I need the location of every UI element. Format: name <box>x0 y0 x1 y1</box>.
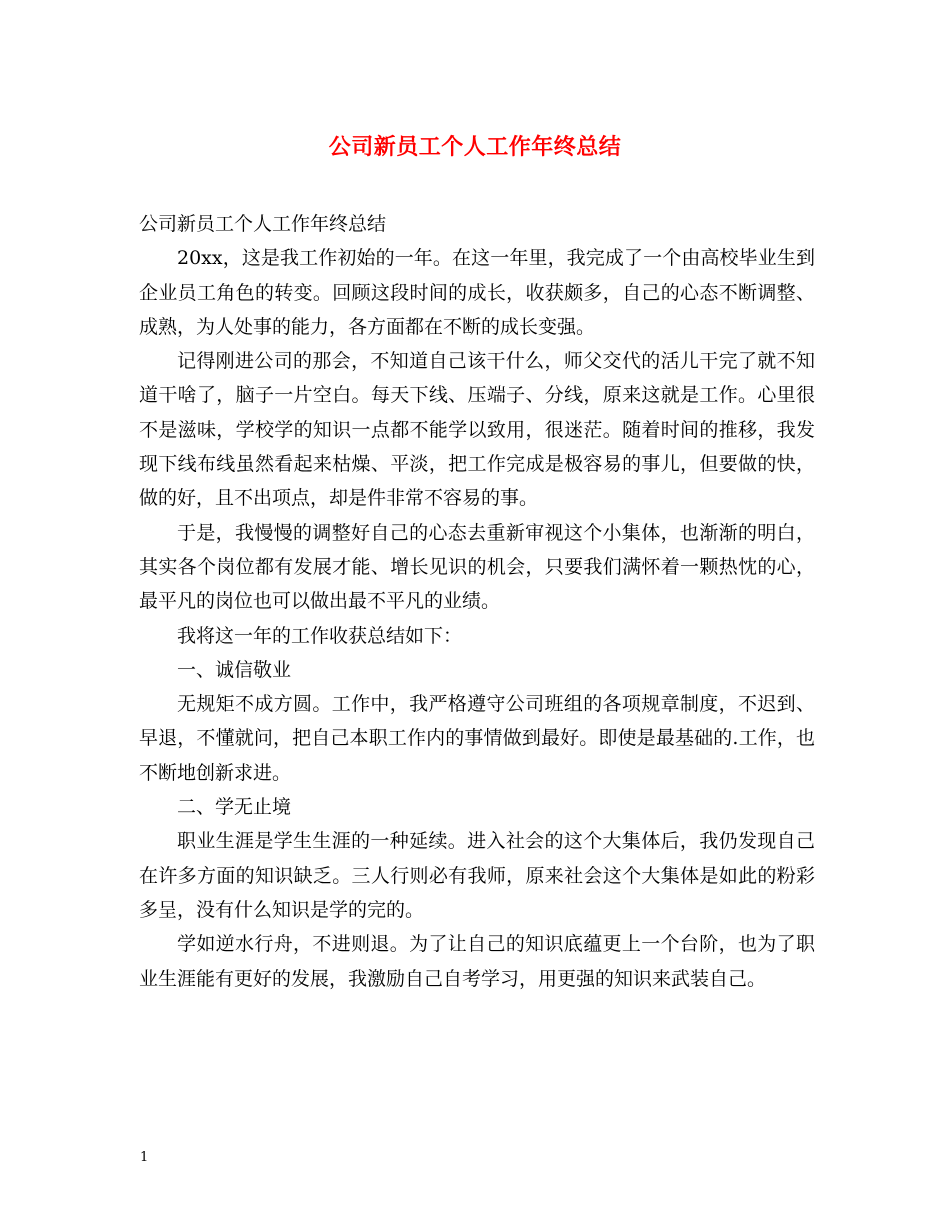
document-title: 公司新员工个人工作年终总结 <box>328 134 622 160</box>
section-heading: 一、诚信敬业 <box>177 658 292 681</box>
body-paragraph: 记得刚进公司的那会，不知道自己该干什么，师父交代的活儿干完了就不知道干啥了，脑子一片空白。每天下线、压端子、分线，原来这就是工作。心里很不是滋味，学校学的知识一点都不能学以致用，很迷茫。随着时间的推移，我发现下线布线虽然看起来枯燥、平淡，把工作完成是极容易的事儿，但要做的快，做的好，且不出项点，却是件非常不容易的事。 <box>139 350 815 510</box>
body-paragraph: 于是，我慢慢的调整好自己的心态去重新审视这个小集体，也渐渐的明白，其实各个岗位都有发展才能、增长见识的机会，只要我们满怀着一颗热忱的心，最平凡的岗位也可以做出最不平凡的业绩。 <box>139 521 815 613</box>
body-paragraph: 我将这一年的工作收获总结如下： <box>177 624 463 647</box>
body-paragraph: 职业生涯是学生生涯的一种延续。进入社会的这个大集体后，我仍发现自己在许多方面的知识缺乏。三人行则必有我师，原来社会这个大集体是如此的粉彩多呈，没有什么知识是学的完的。 <box>139 830 815 921</box>
section-heading: 二、学无止境 <box>177 796 292 819</box>
document-body <box>139 207 815 996</box>
body-paragraph: 公司新员工个人工作年终总结 <box>139 213 387 235</box>
body-paragraph: 无规矩不成方圆。工作中，我严格遵守公司班组的各项规章制度，不迟到、早退，不懂就问，把自己本职工作内的事情做到最好。即使是最基础的.工作，也不断地创新求进。 <box>139 693 815 784</box>
page-number: 1 <box>140 1150 149 1165</box>
body-paragraph: 20xx，这是我工作初始的一年。在这一年里，我完成了一个由高校毕业生到企业员工角色的转变。回顾这段时间的成长，收获颇多，自己的心态不断调整、成熟，为人处事的能力，各方面都在不断的成长变强。 <box>139 247 815 338</box>
body-paragraph: 学如逆水行舟，不进则退。为了让自己的知识底蕴更上一个台阶，也为了职业生涯能有更好的发展，我激励自己自考学习，用更强的知识来武装自己。 <box>139 933 815 990</box>
